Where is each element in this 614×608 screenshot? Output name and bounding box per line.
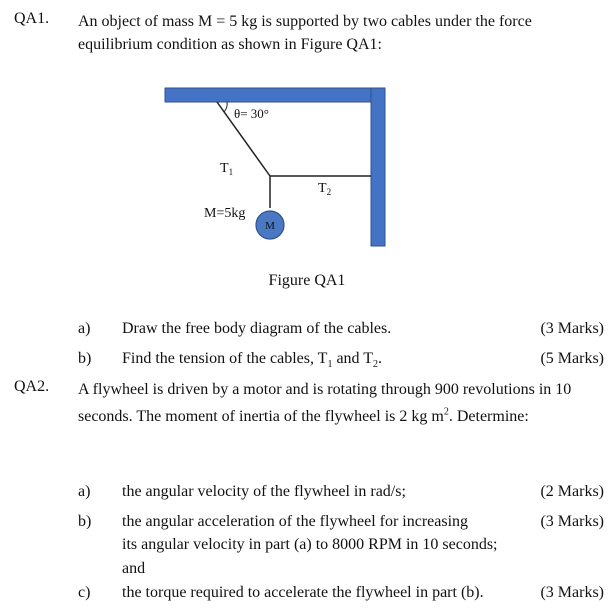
qa2-line2: seconds. The moment of inertia of the flywheel is 2 kg $m^2$. Determine: (78, 407, 529, 426)
qa2-line1: A flywheel is driven by a motor and is rotating through 900 revolutions in 10 (78, 381, 572, 398)
qa2-part-c-text: the torque required to accelerate the flywheel in part (b). (122, 584, 484, 601)
ball-label: M (265, 220, 275, 232)
qa2-part-a-letter: a) (78, 483, 91, 500)
t1-label: $T_1$ (220, 161, 234, 177)
qa2-part-b-line2: its angular velocity in part (a) to 8000 RPM in 10 seconds; (122, 536, 498, 553)
qa1-part-a-text: Draw the free body diagram of the cables. (122, 320, 392, 337)
qa2-part-a-text: the angular velocity of the flywheel in rad/s; (122, 483, 406, 500)
question-text-qa1 (78, 10, 606, 56)
t2-label: $T_2$ (318, 181, 332, 197)
qa2-part-c-letter: c) (78, 584, 91, 601)
qa1-part-b-marks: (5 Marks) (540, 350, 604, 367)
figure-caption: Figure QA1 (268, 272, 346, 289)
question-number-qa2: QA2. (14, 378, 50, 395)
qa2-part-a-marks: (2 Marks) (540, 483, 604, 500)
qa2-part-b-marks: (3 Marks) (540, 513, 604, 530)
qa2-part-c-marks: (3 Marks) (540, 584, 604, 601)
question-text-qa2 (78, 378, 606, 428)
qa2-part-b-letter: b) (78, 513, 92, 530)
qa2-part-b-line1: the angular acceleration of the flywheel for increasing (122, 513, 469, 530)
qa2-and: and (122, 560, 146, 577)
ceiling-beam (165, 88, 385, 102)
angle-label: θ= 30° (234, 106, 270, 121)
qa1-part-a-marks: (3 Marks) (540, 320, 604, 337)
qa1-part-b-letter: b) (78, 350, 92, 367)
figure-qa1 (160, 82, 400, 262)
mass-label: M=5kg (204, 206, 246, 221)
angle-arc (224, 102, 227, 112)
qa1-part-b-text: Find the tension of the cables, $T_1$ and $T_2$. (122, 350, 383, 371)
wall-beam (371, 88, 385, 246)
qa1-line1: An object of mass M = 5 kg is supported by two cables under the force (78, 13, 532, 30)
qa1-line2: equilibrium condition as shown in Figure QA1: (78, 36, 382, 53)
question-number-qa1: QA1. (14, 10, 50, 27)
qa1-part-a-letter: a) (78, 320, 91, 337)
